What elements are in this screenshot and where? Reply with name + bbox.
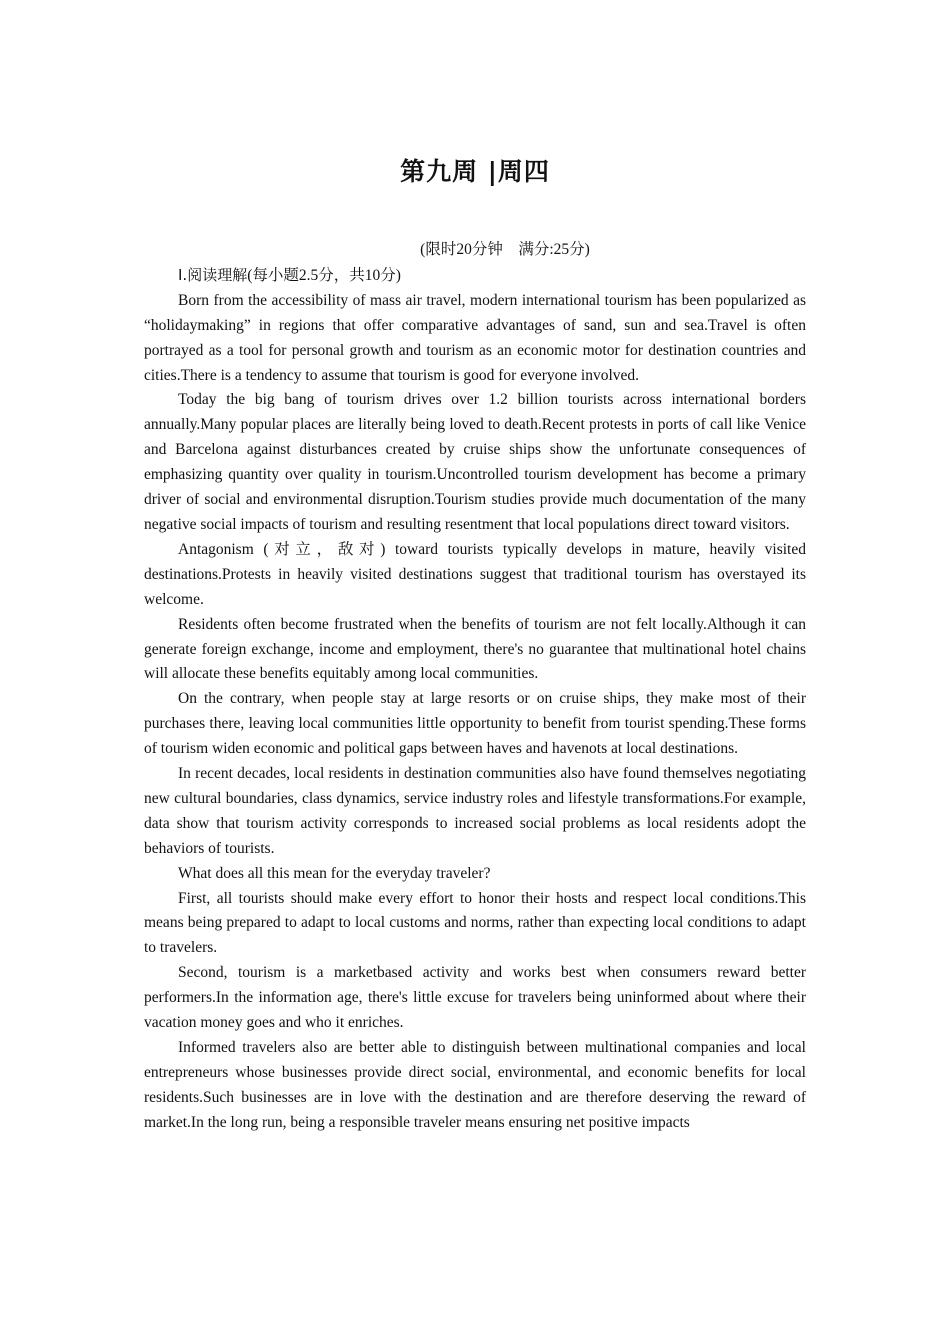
section-note: (每小题2.5分，共10分) <box>247 266 401 284</box>
paragraph-5: On the contrary, when people stay at large resorts or on cruise ships, they make most of their purchases there, leaving local communities little opportunity to benefit from tourist spending.These forms of tourism widen economic and political gaps between haves and havenots at local destinations. <box>144 690 806 758</box>
paragraph-2: Today the big bang of tourism drives over 1.2 billion tourists across international borders annually.Many popular places are literally being loved to death.Recent protests in ports of call like Venice and Barcelona against disturbances created by cruise ships show the unfortunate consequences of emphasizing quantity over quality in tourism.Uncontrolled tourism development has become a primary driver of social and environmental disruption.Tourism studies provide much documentation of the many negative social impacts of tourism and resulting resentment that local populations direct toward visitors. <box>144 391 806 533</box>
paragraph-8: First, all tourists should make every effort to honor their hosts and respect local conditions.This means being prepared to adapt to local customs and norms, rather than expecting local conditions to adapt to travelers. <box>144 889 806 957</box>
document-body <box>144 238 806 1136</box>
paragraph-3: Antagonism (对立，敌对) toward tourists typically develops in mature, heavily visited destinations.Protests in heavily visited destinations suggest that traditional tourism has overstayed its welcome. <box>144 540 806 608</box>
paragraph-7: What does all this mean for the everyday traveler? <box>178 864 491 882</box>
paragraph-6: In recent decades, local residents in destination communities also have found themselves negotiating new cultural boundaries, class dynamics, service industry roles and lifestyle transformations.For example, data show that tourism activity corresponds to increased social problems as local residents adopt the behaviors of tourists. <box>144 765 806 857</box>
paragraph-1: Born from the accessibility of mass air travel, modern international tourism has been popularized as “holidaymaking” in regions that offer comparative advantages of sand, sun and sea.Travel is often portrayed as a tool for personal growth and tourism as an economic motor for destination countries and cities.There is a tendency to assume that tourism is good for everyone involved. <box>144 291 806 384</box>
section-label: Ⅰ.阅读理解 <box>178 265 248 284</box>
paragraph-4: Residents often become frustrated when the benefits of tourism are not felt locally.Although it can generate foreign exchange, income and employment, there's no guarantee that multinational hotel chains will allocate these benefits equitably among local communities. <box>144 615 806 683</box>
time-limit-note: (限时20分钟 满分:25分) <box>420 241 590 258</box>
section-heading <box>144 263 806 289</box>
page-title: 第九周 |周四 <box>400 157 550 186</box>
paragraph-9: Second, tourism is a marketbased activity and works best when consumers reward better performers.In the information age, there's little excuse for travelers being uninformed about where their vacation money goes and who it enriches. <box>144 964 806 1032</box>
paragraph-10: Informed travelers also are better able to distinguish between multinational companies and local entrepreneurs whose businesses provide direct social, environmental, and economic benefits for local residents.Such businesses are in love with the destination and are therefore deserving the reward of market.In the long run, being a responsible traveler means ensuring net positive impacts <box>144 1039 806 1131</box>
